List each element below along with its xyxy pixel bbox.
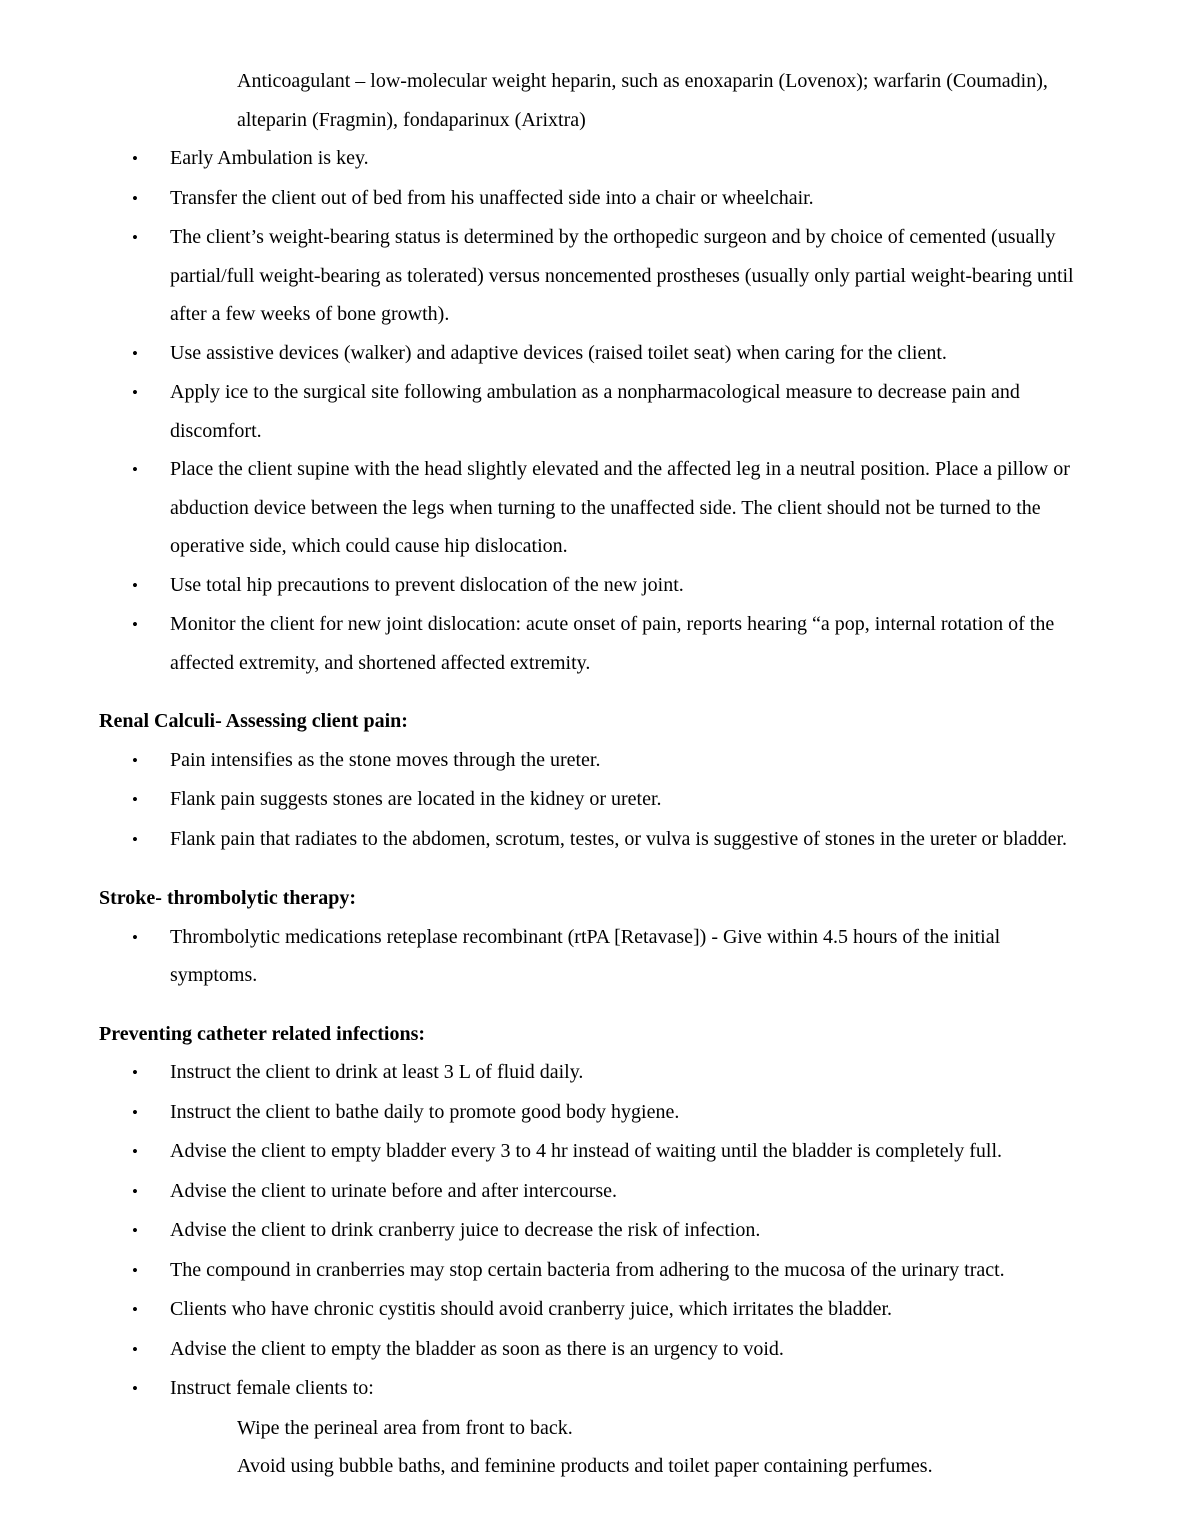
list-item-text: Place the client supine with the head slightly elevated and the affected leg in a neutral position. Place a pillow or abduction device between the legs when turning to the unaffected side. The client should not be turned to the operative side, which could cause hip dislocation. <box>170 458 1070 557</box>
paragraph-anticoagulant: Anticoagulant – low-molecular weight heparin, such as enoxaparin (Lovenox); warfarin (Coumadin), alteparin (Fragmin), fondaparinux (Arixtra) <box>237 70 1048 131</box>
list-item-text: Monitor the client for new joint dislocation: acute onset of pain, reports hearing “a pop, internal rotation of the affected extremity, and shortened affected extremity. <box>170 613 1055 674</box>
section-catheter-infections <box>99 1015 1091 1486</box>
bullet-list <box>99 139 1091 682</box>
list-item-text: Early Ambulation is key. <box>170 147 369 169</box>
section-heading-catheter: Preventing catheter related infections: <box>99 1022 426 1045</box>
bullet-icon: • <box>132 615 138 634</box>
list-item-text: The client’s weight-bearing status is determined by the orthopedic surgeon and by choice of cemented (usually partial/full weight-bearing as tolerated) versus noncemented prostheses (usually only partial weight-bearing until after a few weeks of bone growth). <box>170 226 1074 325</box>
bullet-icon: • <box>132 1063 138 1082</box>
list-item <box>99 1330 1091 1370</box>
bullet-icon: • <box>132 1379 138 1398</box>
list-item-text: Pain intensifies as the stone moves through the ureter. <box>170 748 601 771</box>
sub-instruction-line: Avoid using bubble baths, and feminine products and toilet paper containing perfumes. <box>237 1455 933 1477</box>
bullet-icon: • <box>132 1221 138 1240</box>
bullet-icon: • <box>132 343 138 363</box>
list-item-text: Instruct the client to drink at least 3 L of fluid daily. <box>170 1061 584 1083</box>
bullet-icon: • <box>132 228 138 247</box>
bullet-icon: • <box>132 927 138 947</box>
bullet-icon: • <box>132 1260 138 1280</box>
list-item-text: Advise the client to empty bladder every 3 to 4 hr instead of waiting until the bladder is completely full. <box>170 1140 1003 1162</box>
list-item <box>99 1093 1091 1133</box>
list-item <box>99 605 1091 682</box>
list-item <box>99 139 1091 179</box>
sub-instruction-line: Wipe the perineal area from front to back. <box>237 1416 573 1439</box>
list-item <box>99 334 1091 374</box>
section-heading-renal-calculi: Renal Calculi- Assessing client pain: <box>99 710 408 732</box>
list-item <box>99 373 1091 450</box>
list-item <box>99 1369 1091 1409</box>
list-item <box>99 1211 1091 1251</box>
bullet-list <box>99 741 1091 860</box>
list-item <box>99 1251 1091 1291</box>
bullet-icon: • <box>132 575 138 595</box>
list-item <box>99 450 1091 566</box>
list-item <box>99 918 1091 995</box>
list-item-text: Instruct the client to bathe daily to promote good body hygiene. <box>170 1100 680 1123</box>
bullet-list <box>99 1053 1091 1409</box>
list-item <box>99 1290 1091 1330</box>
list-item <box>99 179 1091 219</box>
bullet-icon: • <box>132 790 138 809</box>
list-item <box>99 741 1091 781</box>
bullet-icon: • <box>132 1102 138 1122</box>
list-item-text: Clients who have chronic cystitis should avoid cranberry juice, which irritates the bladder. <box>170 1298 893 1320</box>
list-item-text: Use assistive devices (walker) and adaptive devices (raised toilet seat) when caring for the client. <box>170 341 947 364</box>
list-item <box>99 1132 1091 1172</box>
bullet-icon: • <box>132 460 138 479</box>
list-item-text: Apply ice to the surgical site following ambulation as a nonpharmacological measure to decrease pain and discomfort. <box>170 381 1020 442</box>
list-item-text: Instruct female clients to: <box>170 1377 374 1399</box>
bullet-icon: • <box>132 1300 138 1319</box>
bullet-icon: • <box>132 1142 138 1161</box>
list-item-text: Flank pain suggests stones are located in the kidney or ureter. <box>170 788 662 810</box>
section-stroke-thrombolytic <box>99 879 1091 995</box>
section-hip-surgery-care <box>99 139 1091 682</box>
list-item-text: The compound in cranberries may stop certain bacteria from adhering to the mucosa of the urinary tract. <box>170 1258 1005 1281</box>
list-item-text: Advise the client to urinate before and after intercourse. <box>170 1179 618 1202</box>
bullet-icon: • <box>132 829 138 849</box>
list-item <box>99 218 1091 334</box>
section-heading-stroke: Stroke- thrombolytic therapy: <box>99 887 357 909</box>
bullet-icon: • <box>132 149 138 168</box>
list-item-text: Flank pain that radiates to the abdomen, scrotum, testes, or vulva is suggestive of stones in the ureter or bladder. <box>170 827 1068 850</box>
list-item <box>99 820 1091 860</box>
bullet-icon: • <box>132 188 138 208</box>
list-item-text: Use total hip precautions to prevent dislocation of the new joint. <box>170 573 684 596</box>
bullet-list <box>99 918 1091 995</box>
list-item-text: Thrombolytic medications reteplase recombinant (rtPA [Retavase]) - Give within 4.5 hours of the initial symptoms. <box>170 925 1001 986</box>
bullet-icon: • <box>132 383 138 402</box>
bullet-icon: • <box>132 1181 138 1201</box>
list-item <box>99 566 1091 606</box>
list-item <box>99 1172 1091 1212</box>
bullet-icon: • <box>132 750 138 770</box>
list-item <box>99 780 1091 820</box>
section-renal-calculi <box>99 702 1091 859</box>
bullet-icon: • <box>132 1339 138 1359</box>
list-item-text: Transfer the client out of bed from his unaffected side into a chair or wheelchair. <box>170 186 814 209</box>
list-item-text: Advise the client to empty the bladder as soon as there is an urgency to void. <box>170 1337 784 1360</box>
list-item <box>99 1053 1091 1093</box>
list-item-text: Advise the client to drink cranberry juice to decrease the risk of infection. <box>170 1219 761 1241</box>
